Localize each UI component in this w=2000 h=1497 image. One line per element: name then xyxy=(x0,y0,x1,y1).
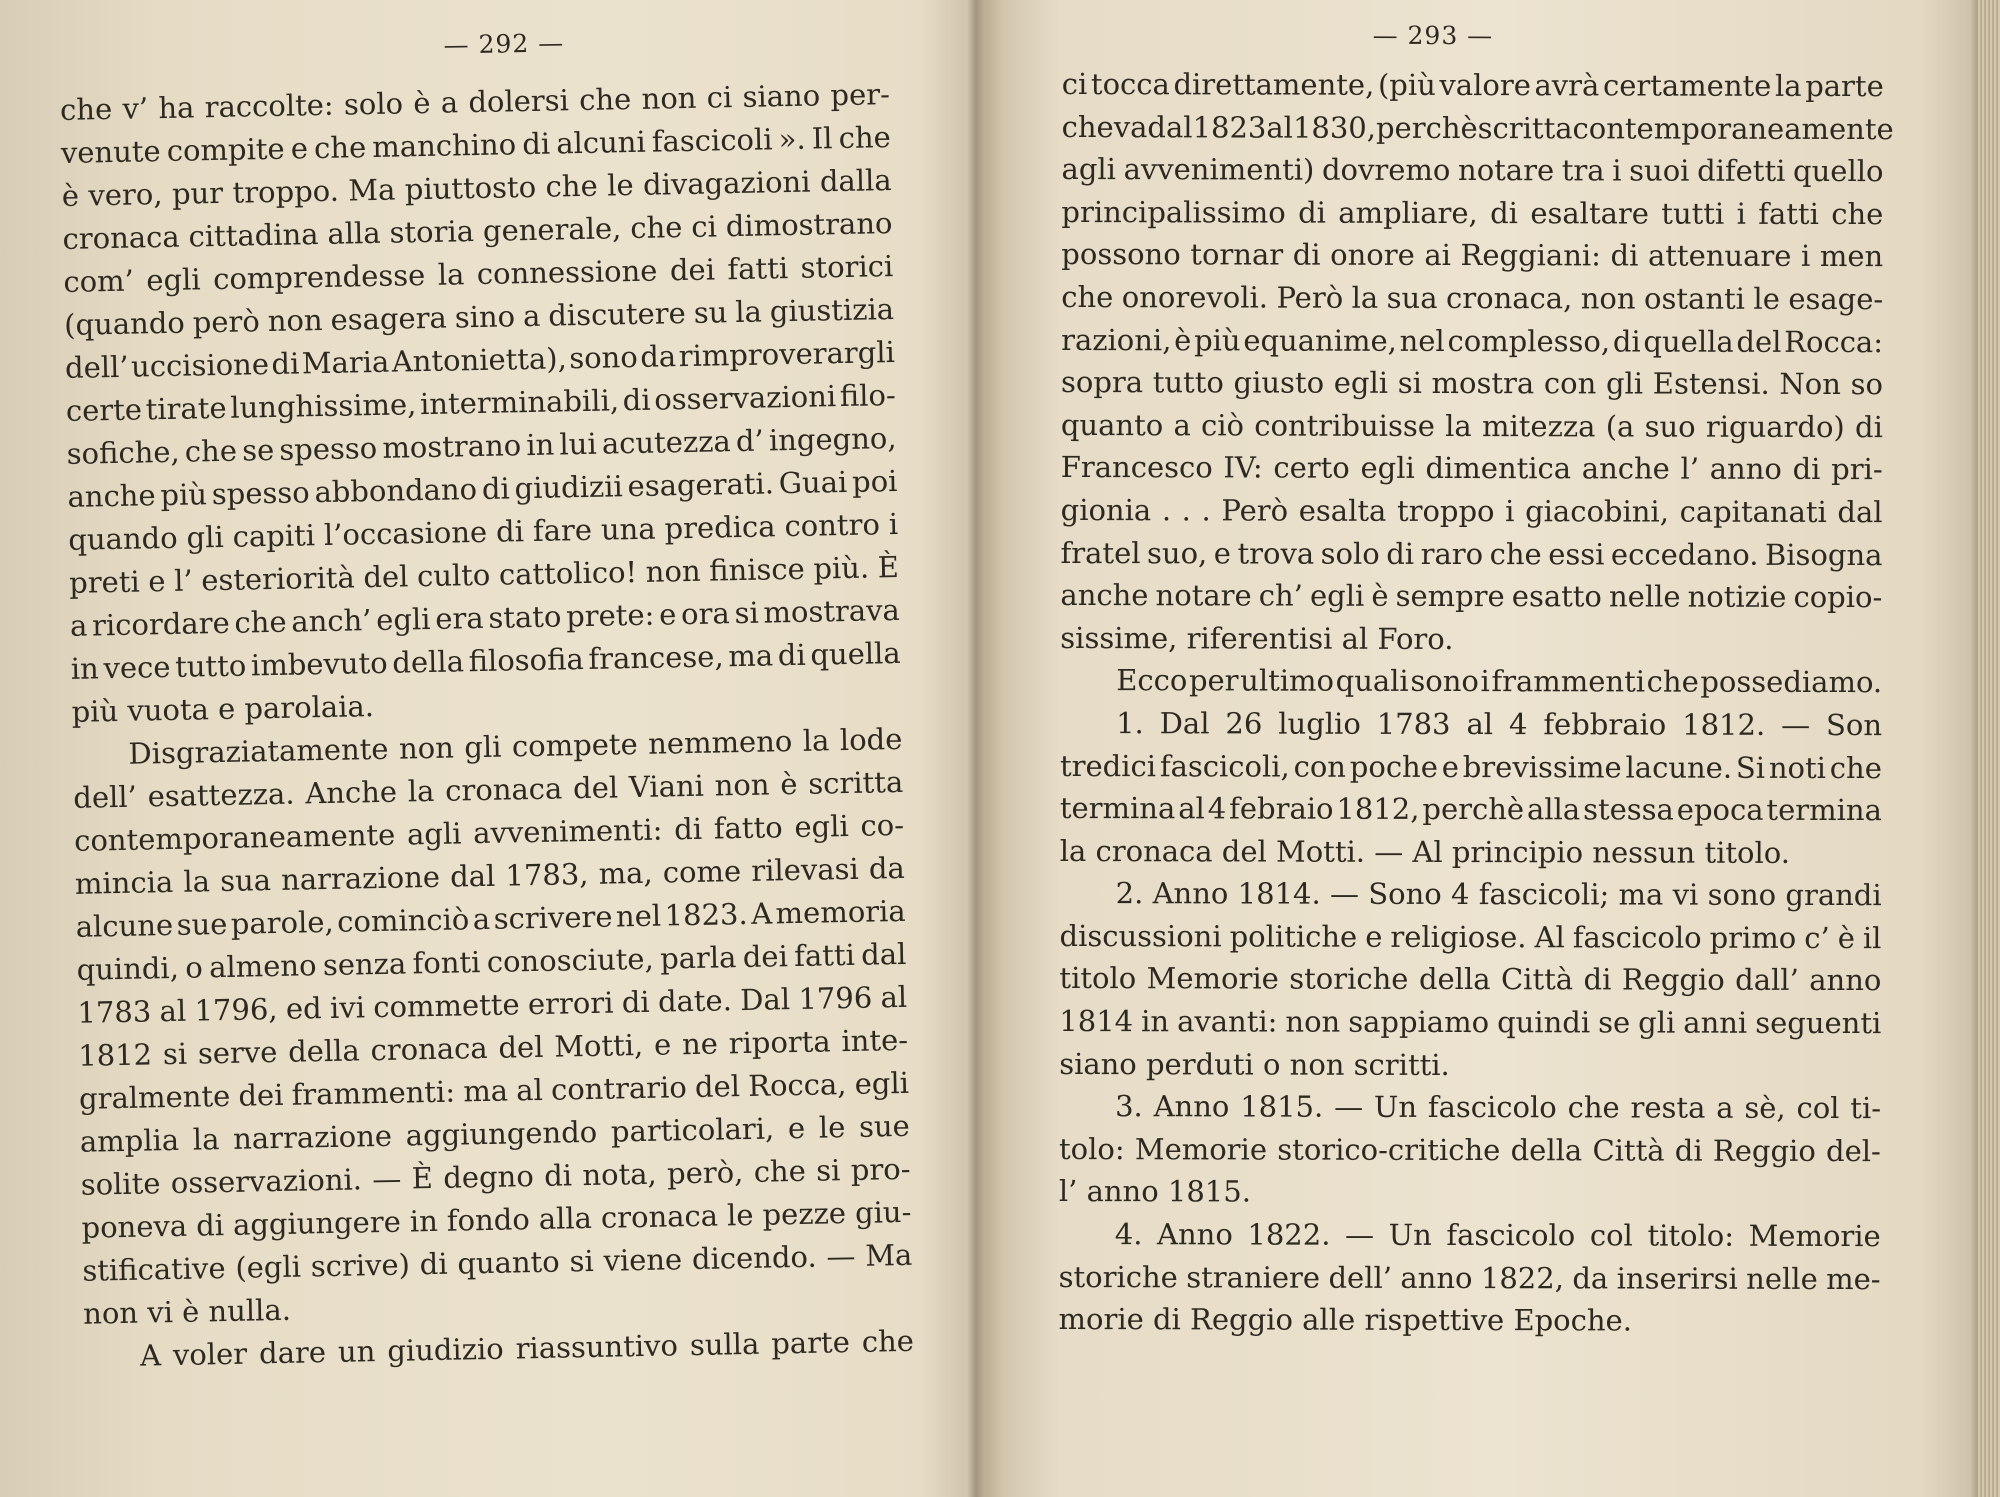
text-line: tredici fascicoli, con poche e brevissime lacune. Si noti che xyxy=(1059,748,1882,785)
page-number-left: — 292 — xyxy=(443,28,565,60)
text-line: in vece tutto imbevuto della filosofia francese, ma di quella xyxy=(70,635,901,686)
text-line: certe tirate lunghissime, interminabili, di osservazioni filo- xyxy=(65,377,897,428)
text-line: quanto a ciò contribuisse la mitezza (a suo riguardo) di xyxy=(1060,407,1883,444)
text-line: più vuota e parolaia. xyxy=(71,689,375,729)
text-line: ci tocca direttamente, (più valore avrà certamente la parte xyxy=(1061,66,1884,104)
list-item-4: 4. Anno 1822. — Un fascicolo col titolo: Memorie xyxy=(1114,1217,1881,1254)
page-edges xyxy=(1978,0,2000,1497)
text-line: amplia la narrazione aggiungendo particolari, e le sue xyxy=(79,1108,911,1159)
text-line: che v’ ha raccolte: solo è a dolersi che non ci siano per- xyxy=(59,77,891,127)
text-line: l’ anno 1815. xyxy=(1058,1174,1251,1209)
right-text-block xyxy=(1058,63,1894,1343)
text-line: anche più spesso abbondano di giudizii esagerati. Guai poi xyxy=(67,463,898,514)
text-line: anche notare ch’ egli è sempre esatto nelle notizie copio- xyxy=(1060,578,1883,615)
text-line: è vero, pur troppo. Ma piuttosto che le divagazioni dalla xyxy=(61,163,892,213)
text-line: agli avvenimenti) dovremo notare tra i suoi difetti quello xyxy=(1061,152,1884,189)
text-line: Francesco IV: certo egli dimentica anche l’ anno di pri- xyxy=(1060,450,1883,487)
text-line: solite osservazioni. — È degno di nota, però, che si pro- xyxy=(80,1151,911,1202)
right-page xyxy=(1058,0,1894,1497)
text-line: principalissimo di ampliare, di esaltare tutti i fatti che xyxy=(1061,194,1884,231)
text-line: titolo Memorie storiche della Città di Reggio dall’ anno xyxy=(1059,961,1882,998)
list-item-2: 2. Anno 1814. — Sono 4 fascicoli; ma vi sono grandi xyxy=(1115,876,1882,913)
text-line: razioni, è più equanime, nel complesso, di quella del Rocca: xyxy=(1061,322,1884,359)
text-line: venute compite e che manchino di alcuni fascicoli ». Il che xyxy=(60,120,892,170)
text-line: gralmente dei frammenti: ma al contrario del Rocca, egli xyxy=(78,1065,910,1116)
text-line: poneva di aggiungere in fondo alla cronaca le pezze giu- xyxy=(81,1194,912,1245)
text-line: non vi è nulla. xyxy=(82,1292,292,1331)
text-line: Ecco per ultimo quali sono i frammenti che possediamo. xyxy=(1116,663,1883,700)
text-line: discussioni politiche e religiose. Al fascicolo primo c’ è il xyxy=(1059,918,1882,956)
page-number-right: — 293 — xyxy=(1372,20,1494,51)
text-line: (quando però non esagera sino a discutere su la giustizia xyxy=(63,292,895,342)
text-line: contemporaneamente agli avvenimenti: di fatto egli co- xyxy=(73,807,905,858)
text-line: sissime, riferentisi al Foro. xyxy=(1060,620,1454,656)
text-line: siano perduti o non scritti. xyxy=(1059,1046,1450,1082)
list-item-3: 3. Anno 1815. — Un fascicolo che resta a sè, col ti- xyxy=(1115,1089,1882,1126)
text-line: storiche straniere dell’ anno 1822, da inserirsi nelle me- xyxy=(1058,1259,1881,1296)
text-line: mincia la sua narrazione dal 1783, ma, come rilevasi da xyxy=(74,850,906,901)
text-line: cronaca cittadina alla storia generale, che ci dimostrano xyxy=(62,206,893,256)
text-line: fratel suo, e trova solo di raro che essi eccedano. Bisogna xyxy=(1060,535,1883,572)
text-line: termina al 4 febraio 1812, perchè alla stessa epoca termina xyxy=(1059,791,1882,828)
text-line: quando gli capiti l’occasione di fare una predica contro i xyxy=(68,506,899,557)
text-line: 1812 si serve della cronaca del Motti, e ne riporta inte- xyxy=(77,1022,909,1073)
text-line: com’ egli comprendesse la connessione dei fatti storici xyxy=(63,249,894,299)
text-line: morie di Reggio alle rispettive Epoche. xyxy=(1058,1302,1633,1338)
text-line: A voler dare un giudizio riassuntivo sulla parte che xyxy=(139,1323,915,1373)
text-line: alcune sue parole, cominciò a scrivere nel 1823. A memoria xyxy=(75,893,906,944)
text-line: possono tornar di onore ai Reggiani: di attenuare i men xyxy=(1061,237,1884,274)
text-line: la cronaca del Motti. — Al principio nessun titolo. xyxy=(1059,833,1791,870)
left-text-block xyxy=(60,73,915,1379)
text-line: Disgraziatamente non gli compete nemmeno la lode xyxy=(128,721,903,771)
text-line: gionia . . . Però esalta troppo i giacobini, capitanati dal xyxy=(1060,492,1883,530)
text-line: stificative (egli scrive) di quanto si viene dicendo. — Ma xyxy=(82,1237,913,1288)
list-item-1: 1. Dal 26 luglio 1783 al 4 febbraio 1812. — Son xyxy=(1116,706,1883,743)
text-line: 1814 in avanti: non sappiamo quindi se gli anni seguenti xyxy=(1059,1004,1882,1041)
text-line: sofiche, che se spesso mostrano in lui acutezza d’ ingegno, xyxy=(66,420,897,471)
text-line: che va dal 1823 al 1830, perchè scritta contemporaneamente xyxy=(1061,109,1894,146)
left-page xyxy=(58,0,917,1497)
text-line: preti e l’ esteriorità del culto cattolico! non finisce più. È xyxy=(68,549,900,600)
text-line: sopra tutto giusto egli si mostra con gli Estensi. Non so xyxy=(1060,365,1884,402)
text-line: tolo: Memorie storico-critiche della Città di Reggio del- xyxy=(1058,1131,1881,1168)
text-line: 1783 al 1796, ed ivi commette errori di date. Dal 1796 al xyxy=(77,979,908,1030)
book-gutter xyxy=(968,0,984,1497)
text-line: quindi, o almeno senza fonti conosciute, parla dei fatti dal xyxy=(76,936,907,987)
text-line: a ricordare che anch’ egli era stato prete: e ora si mostrava xyxy=(69,592,901,643)
text-line: dell’ esattezza. Anche la cronaca del Viani non è scritta xyxy=(72,764,904,815)
text-line: dell’ uccisione di Maria Antonietta), sono da rimproverargli xyxy=(64,335,896,385)
text-line: che onorevoli. Però la sua cronaca, non ostanti le esage- xyxy=(1061,279,1884,317)
